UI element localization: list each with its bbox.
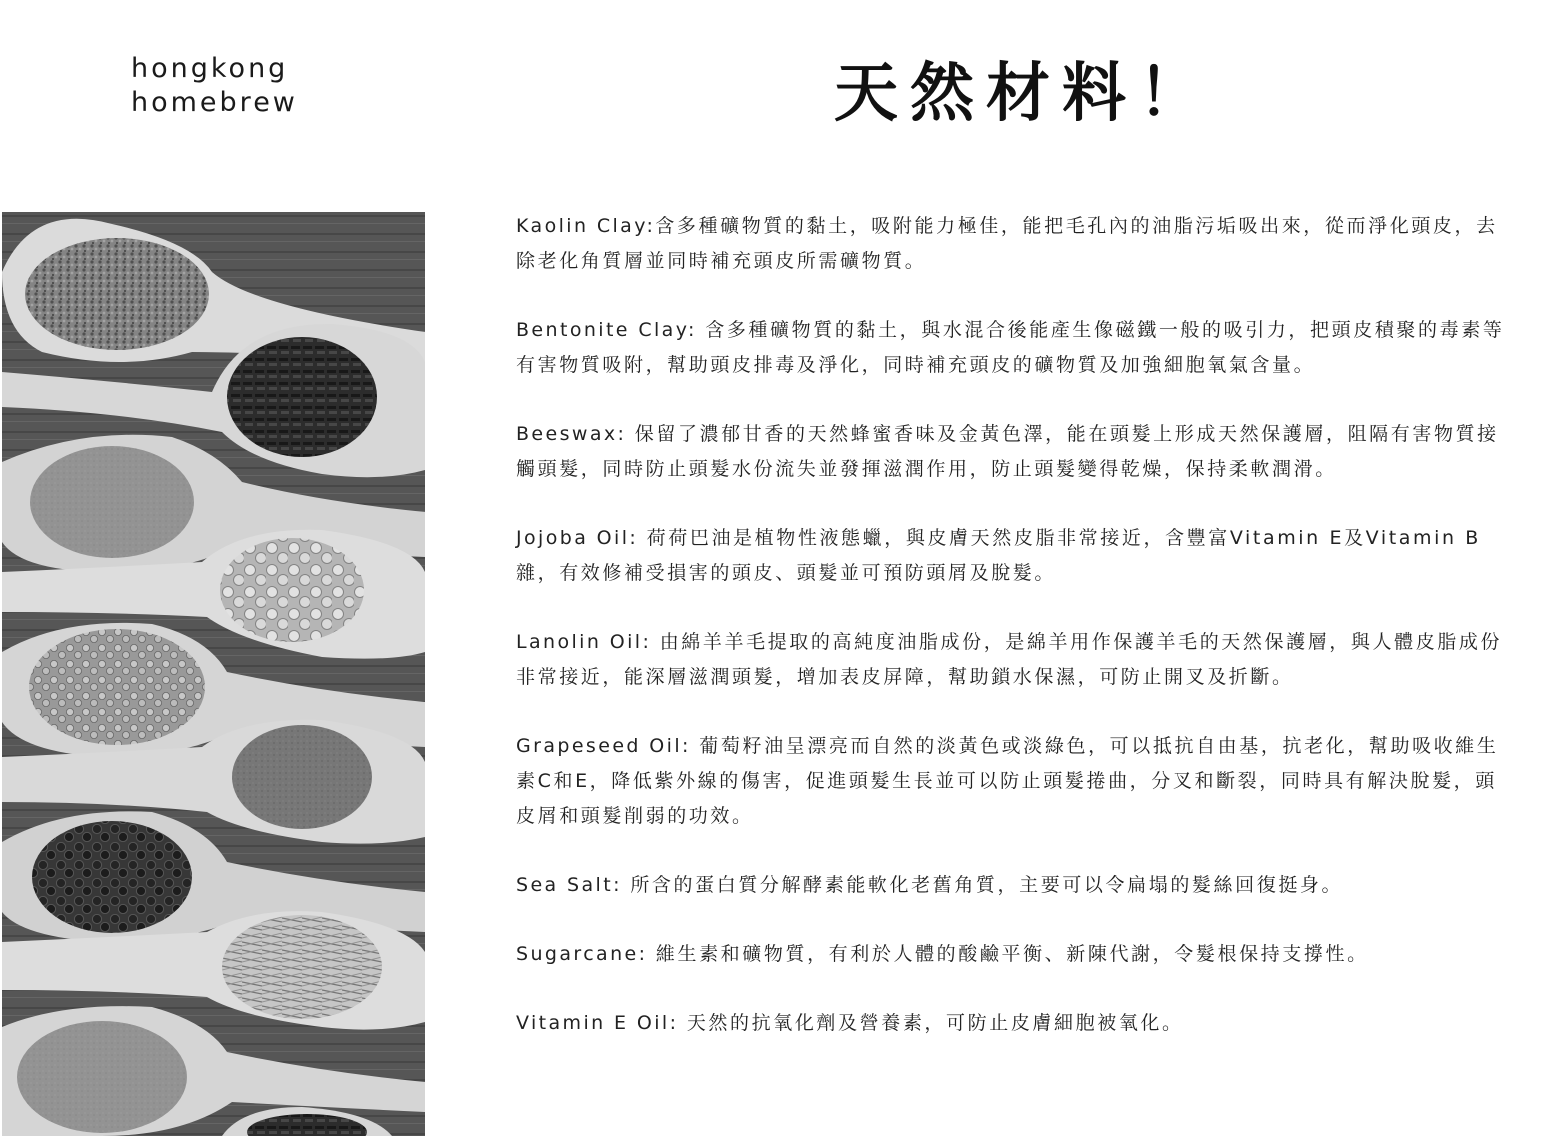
- ingredient-description: 荷荷巴油是植物性液態蠟，與皮膚天然皮脂非常接近，含豐富Vitamin E及Vitamin B雜，有效修補受損害的頭皮、頭髮並可預防頭屑及脫髮。: [516, 527, 1481, 584]
- ingredient-name: Kaolin Clay:: [516, 215, 656, 237]
- ingredient-name: Grapeseed Oil:: [516, 735, 700, 757]
- ingredient-item: [516, 521, 1516, 591]
- page-title: 天然材料！: [834, 57, 1214, 131]
- ingredient-name: Jojoba Oil:: [516, 527, 647, 549]
- spices-on-spoons-photo: [2, 212, 425, 1136]
- ingredient-item: [516, 729, 1516, 834]
- ingredient-name: Sea Salt:: [516, 874, 631, 896]
- ingredient-name: Sugarcane:: [516, 943, 656, 965]
- ingredient-item: [516, 209, 1516, 279]
- ingredient-item: [516, 937, 1516, 972]
- ingredient-item: [516, 417, 1516, 487]
- ingredient-list: [516, 209, 1516, 1075]
- logo-line-1: hongkong: [131, 53, 289, 84]
- ingredient-description: 維生素和礦物質，有利於人體的酸鹼平衡、新陳代謝，令髮根保持支撐性。: [655, 943, 1369, 965]
- ingredient-description: 由綿羊羊毛提取的高純度油脂成份，是綿羊用作保護羊毛的天然保護層，與人體皮脂成份非常接近，能深層滋潤頭髮，增加表皮屏障，幫助鎖水保濕，可防止開叉及折斷。: [516, 631, 1503, 688]
- ingredient-name: Bentonite Clay:: [516, 319, 706, 341]
- ingredient-description: 葡萄籽油呈漂亮而自然的淡黃色或淡綠色，可以抵抗自由基，抗老化，幫助吸收維生素C和E，降低紫外線的傷害，促進頭髮生長並可以防止頭髮捲曲，分叉和斷裂，同時具有解決脫髮，頭皮屑和頭髮削弱的功效。: [516, 735, 1499, 827]
- logo-line-2: homebrew: [131, 87, 298, 118]
- ingredient-name: Vitamin E Oil:: [516, 1012, 687, 1034]
- ingredient-name: Beeswax:: [516, 423, 635, 445]
- ingredient-item: [516, 1006, 1516, 1041]
- ingredient-description: 含多種礦物質的黏土，吸附能力極佳，能把毛孔內的油脂污垢吸出來，從而淨化頭皮，去除老化角質層並同時補充頭皮所需礦物質。: [516, 215, 1498, 272]
- brand-logo: [131, 52, 298, 120]
- ingredient-item: [516, 313, 1516, 383]
- ingredient-item: [516, 625, 1516, 695]
- ingredient-description: 所含的蛋白質分解酵素能軟化老舊角質，主要可以令扁塌的髮絲回復挺身。: [630, 874, 1344, 896]
- ingredient-name: Lanolin Oil:: [516, 631, 660, 653]
- ingredient-item: [516, 868, 1516, 903]
- ingredient-description: 天然的抗氧化劑及營養素，可防止皮膚細胞被氧化。: [686, 1012, 1184, 1034]
- ingredient-description: 保留了濃郁甘香的天然蜂蜜香味及金黃色澤，能在頭髮上形成天然保護層，阻隔有害物質接觸頭髮，同時防止頭髮水份流失並發揮滋潤作用，防止頭髮變得乾燥，保持柔軟潤滑。: [516, 423, 1499, 480]
- ingredient-description: 含多種礦物質的黏土，與水混合後能產生像磁鐵一般的吸引力，把頭皮積聚的毒素等有害物質吸附，幫助頭皮排毒及淨化，同時補充頭皮的礦物質及加強細胞氧氣含量。: [516, 319, 1505, 376]
